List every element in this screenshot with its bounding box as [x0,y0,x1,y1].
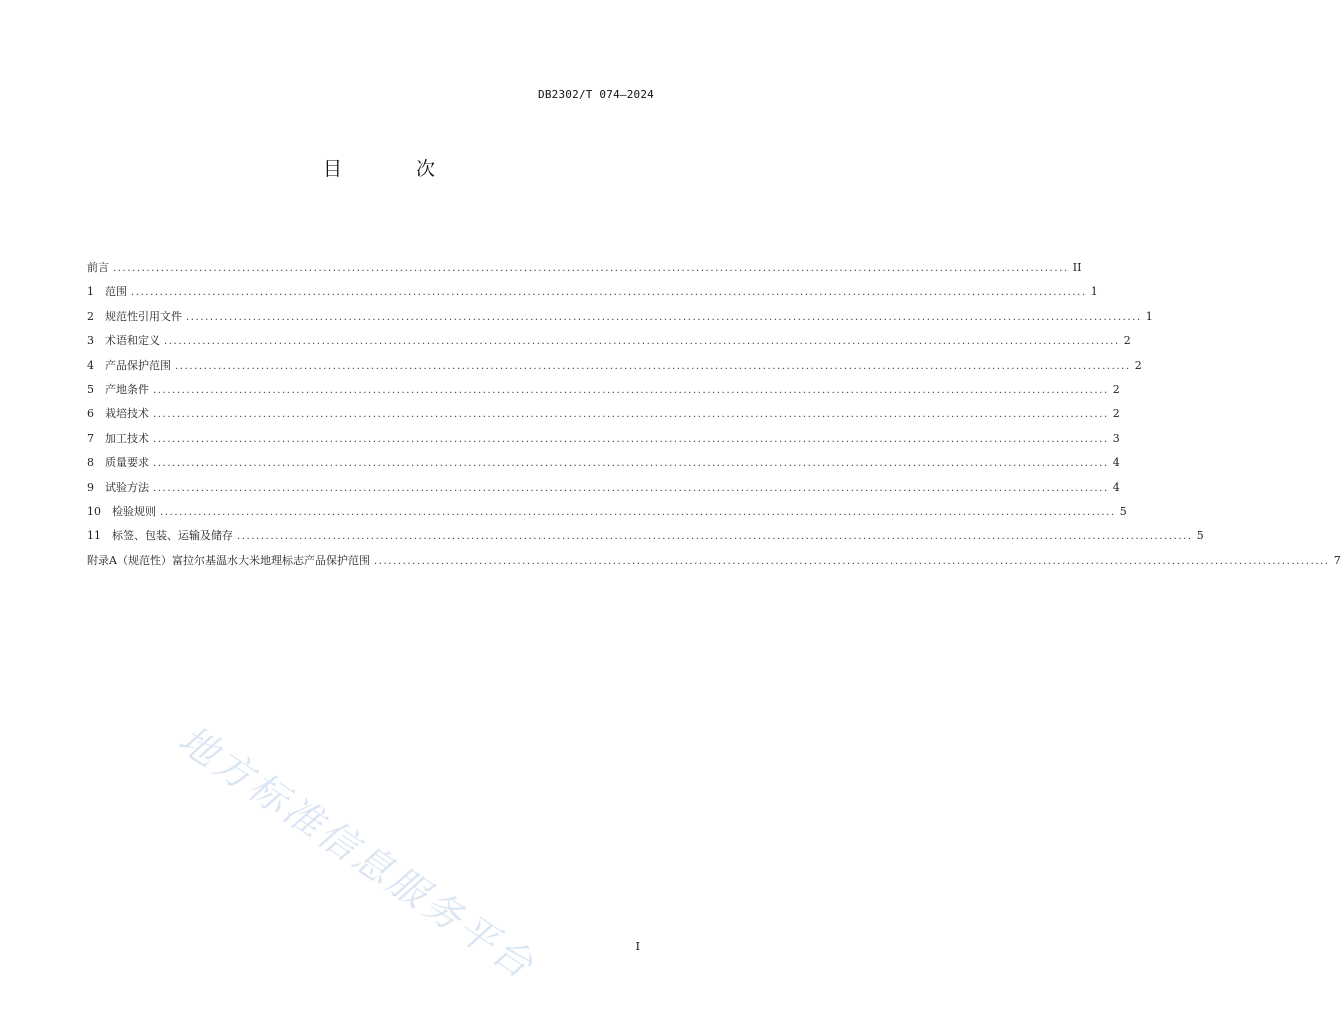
toc-entry-number: 6 [87,407,94,421]
toc-entry-7[interactable] [87,427,1120,451]
toc-entry-11[interactable] [87,524,1204,548]
toc-entry-label: 产品保护范围 [105,358,171,372]
toc-entry-page: 5 [1196,529,1204,543]
page-number: I [635,940,640,953]
toc-entry-number: 2 [87,309,94,323]
toc-leader-dots: ........................................................................................................................................................................................................ [153,482,1109,494]
toc-entry-number: 11 [87,529,101,543]
toc-entry-page: 2 [1112,382,1120,396]
toc-leader-dots: ........................................................................................................................................................................................................ [237,531,1193,543]
toc-entry-label: 加工技术 [105,431,149,445]
toc-entry-number: 5 [87,382,94,396]
toc-entry-label: 标签、包装、运输及储存 [112,529,233,543]
toc-entry-1[interactable] [87,280,1098,304]
toc-entry-label: 产地条件 [105,382,149,396]
toc-entry-page: 4 [1112,480,1120,494]
toc-entry-number: 4 [87,358,94,372]
toc-entry-label: 范围 [105,285,127,299]
toc-entry-label: 术语和定义 [105,334,160,348]
toc-entry-page: 1 [1090,285,1098,299]
toc-entry-page: 2 [1112,407,1120,421]
toc-leader-dots: ........................................................................................................................................................................................................ [160,506,1116,518]
toc-entry-5[interactable] [87,378,1120,402]
toc-entry-appendix-a[interactable] [87,549,1341,573]
toc-entry-number: 1 [87,285,94,299]
toc-entry-number: 7 [87,431,94,445]
toc-entry-page: 2 [1134,358,1142,372]
toc-entry-page: 5 [1119,504,1127,518]
toc-entry-number: 10 [87,504,101,518]
toc-entry-9[interactable] [87,476,1120,500]
toc-entry-label: 附录A（规范性）富拉尔基温水大米地理标志产品保护范围 [87,553,370,567]
toc-entry-page: 4 [1112,456,1120,470]
toc-entry-label: 检验规则 [112,504,156,518]
toc-entry-page: II [1072,261,1082,274]
toc-entry-label: 前言 [87,261,109,274]
toc-entry-label: 规范性引用文件 [105,309,182,323]
toc-entry-8[interactable] [87,451,1120,475]
toc-leader-dots: ........................................................................................................................................................................................................ [153,458,1109,470]
toc-leader-dots: ........................................................................................................................................................................................................ [153,384,1109,396]
toc-entry-label: 栽培技术 [105,407,149,421]
toc-leader-dots: ........................................................................................................................................................................................................ [113,263,1069,274]
toc-entry-number: 9 [87,480,94,494]
toc-entry-label: 试验方法 [105,480,149,494]
toc-leader-dots: ........................................................................................................................................................................................................ [186,311,1142,323]
toc-entry-2[interactable] [87,305,1153,329]
toc-entry-number: 8 [87,456,94,470]
toc-entry-number: 3 [87,334,94,348]
toc-leader-dots: ........................................................................................................................................................................................................ [175,360,1131,372]
toc-leader-dots: ........................................................................................................................................................................................................ [153,433,1109,445]
toc-leader-dots: ........................................................................................................................................................................................................ [131,287,1087,299]
toc-title: 目 次 [322,158,470,180]
toc-entry-page: 7 [1333,553,1341,567]
toc-entry-page: 3 [1112,431,1120,445]
table-of-contents [87,256,1341,573]
toc-leader-dots: ........................................................................................................................................................................................................ [164,336,1120,348]
document-code: DB2302/T 074—2024 [538,88,654,101]
toc-entry-page: 2 [1123,334,1131,348]
toc-leader-dots: ........................................................................................................................................................................................................ [153,409,1109,421]
toc-entry-foreword[interactable] [87,256,1082,280]
toc-entry-page: 1 [1145,309,1153,323]
toc-entry-3[interactable] [87,329,1131,353]
toc-entry-4[interactable] [87,354,1142,378]
toc-entry-label: 质量要求 [105,456,149,470]
toc-entry-10[interactable] [87,500,1127,524]
toc-leader-dots: ........................................................................................................................................................................................................ [373,555,1330,567]
watermark: 地方标准信息服务平台 [170,717,544,989]
toc-entry-6[interactable] [87,402,1120,426]
